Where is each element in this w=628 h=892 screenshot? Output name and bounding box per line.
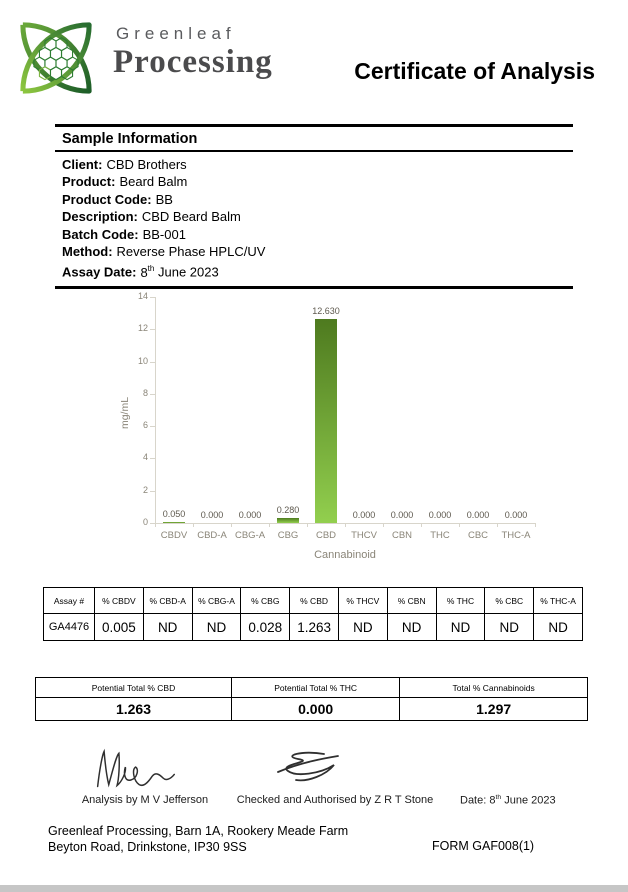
form-reference: FORM GAF008(1) bbox=[432, 839, 535, 853]
x-tick-mark bbox=[231, 523, 232, 527]
x-axis-line bbox=[151, 523, 536, 524]
sample-information-section bbox=[55, 124, 573, 289]
y-tick-label: 8 bbox=[142, 387, 148, 398]
y-tick-label: 10 bbox=[137, 355, 148, 366]
assay-results-table bbox=[43, 587, 583, 641]
x-tick-mark bbox=[535, 523, 536, 527]
x-tick-mark bbox=[497, 523, 498, 527]
page-bottom-edge bbox=[0, 885, 628, 892]
x-category-label: CBN bbox=[391, 530, 413, 541]
total-thc-value: 0.000 bbox=[231, 698, 399, 721]
assay-header-row bbox=[44, 588, 583, 614]
x-tick-mark bbox=[345, 523, 346, 527]
chart-bar-CBD bbox=[315, 319, 337, 523]
checker-signature bbox=[268, 748, 344, 788]
assay-value-cell: ND bbox=[192, 614, 241, 641]
x-category-label: CBDV bbox=[160, 530, 188, 541]
cannabinoid-chart bbox=[115, 287, 545, 582]
y-tick-mark bbox=[150, 329, 155, 330]
assay-header-cell: % CBD bbox=[290, 588, 339, 614]
company-address bbox=[48, 824, 348, 855]
assay-header-cell: % CBG-A bbox=[192, 588, 241, 614]
totals-table bbox=[35, 677, 588, 721]
assay-value-cell: ND bbox=[143, 614, 192, 641]
x-tick-mark bbox=[459, 523, 460, 527]
y-tick-mark bbox=[150, 491, 155, 492]
assay-header-cell: % CBDV bbox=[95, 588, 144, 614]
y-tick-label: 2 bbox=[142, 484, 148, 495]
assay-header-cell: % THCV bbox=[338, 588, 387, 614]
chart-value-label: 0.000 bbox=[390, 510, 414, 520]
sample-field-client: Client: CBD Brothers bbox=[62, 157, 187, 172]
chart-bar-CBG bbox=[277, 518, 299, 523]
assay-value-cell: 0.005 bbox=[95, 614, 144, 641]
chart-value-label: 0.050 bbox=[162, 509, 186, 519]
sample-field-product: Product: Beard Balm bbox=[62, 174, 188, 190]
x-category-label: THC-A bbox=[501, 530, 531, 541]
assay-header-cell: % CBN bbox=[387, 588, 436, 614]
assay-value-cell: ND bbox=[485, 614, 534, 641]
chart-value-label: 0.000 bbox=[428, 510, 452, 520]
checker-caption: Checked and Authorised by Z R T Stone bbox=[236, 794, 434, 806]
brand-name-bottom: Processing bbox=[113, 44, 273, 80]
x-tick-mark bbox=[193, 523, 194, 527]
assay-value-cell: ND bbox=[338, 614, 387, 641]
x-tick-mark bbox=[421, 523, 422, 527]
sample-information-fields bbox=[55, 152, 573, 289]
chart-value-label: 0.000 bbox=[352, 510, 376, 520]
y-axis-title: mg/mL bbox=[119, 396, 131, 430]
y-tick-label: 4 bbox=[142, 452, 148, 463]
chart-value-label: 0.000 bbox=[504, 510, 528, 520]
assay-value-cell: ND bbox=[436, 614, 485, 641]
x-tick-mark bbox=[269, 523, 270, 527]
assay-value-cell: 0.028 bbox=[241, 614, 290, 641]
sample-field-batch-code: Batch Code: BB-001 bbox=[62, 226, 186, 242]
x-tick-mark bbox=[383, 523, 384, 527]
y-axis-line bbox=[155, 297, 156, 524]
assay-value-cell: 1.263 bbox=[290, 614, 339, 641]
chart-bar-CBDV bbox=[163, 522, 185, 523]
assay-value-cell: ND bbox=[534, 614, 583, 641]
x-axis-title: Cannabinoid bbox=[314, 549, 376, 561]
total-cbd-value: 1.263 bbox=[36, 698, 232, 721]
x-category-label: THC bbox=[430, 530, 450, 541]
signature-date: Date: 8th June 2023 bbox=[460, 794, 556, 807]
assay-header-cell: % THC bbox=[436, 588, 485, 614]
sample-information-heading: Sample Information bbox=[55, 127, 573, 152]
sample-field-method: Method: Reverse Phase HPLC/UV bbox=[62, 244, 266, 260]
x-category-label: CBD-A bbox=[197, 530, 227, 541]
x-category-label: CBG-A bbox=[234, 530, 266, 541]
chart-value-label: 0.000 bbox=[200, 510, 224, 520]
brand-name-top: Greenleaf bbox=[116, 24, 236, 43]
y-tick-mark bbox=[150, 362, 155, 363]
total-thc-header: Potential Total % THC bbox=[231, 678, 399, 698]
page-title: Certificate of Analysis bbox=[354, 58, 595, 84]
y-tick-label: 0 bbox=[142, 517, 148, 527]
x-category-label: THCV bbox=[351, 530, 377, 541]
totals-header-row bbox=[36, 678, 588, 698]
x-tick-mark bbox=[155, 523, 156, 527]
assay-id-cell: GA4476 bbox=[44, 614, 95, 641]
total-cannabinoids-value: 1.297 bbox=[400, 698, 588, 721]
address-line-1: Greenleaf Processing, Barn 1A, Rookery Meade Farm bbox=[48, 824, 349, 838]
greenleaf-logo-icon bbox=[10, 12, 102, 104]
x-category-label: CBG bbox=[277, 530, 299, 541]
totals-value-row bbox=[36, 698, 588, 721]
x-tick-mark bbox=[307, 523, 308, 527]
x-category-label: CBC bbox=[467, 530, 489, 541]
sample-field-assay-date: Assay Date: 8th June 2023 bbox=[62, 264, 219, 280]
assay-header-cell: Assay # bbox=[44, 588, 95, 614]
x-category-label: CBD bbox=[315, 530, 337, 541]
analyst-signature bbox=[93, 744, 178, 792]
y-tick-label: 12 bbox=[137, 323, 148, 334]
y-tick-mark bbox=[150, 394, 155, 395]
total-cannabinoids-header: Total % Cannabinoids bbox=[400, 678, 588, 698]
y-tick-label: 6 bbox=[142, 420, 148, 431]
chart-value-label: 0.000 bbox=[238, 510, 262, 520]
analyst-caption: Analysis by M V Jefferson bbox=[81, 794, 209, 806]
assay-value-cell: ND bbox=[387, 614, 436, 641]
y-tick-label: 14 bbox=[137, 291, 148, 301]
chart-value-label: 0.000 bbox=[466, 510, 490, 520]
y-tick-mark bbox=[150, 426, 155, 427]
address-line-2: Beyton Road, Drinkstone, IP30 9SS bbox=[48, 839, 247, 854]
y-tick-mark bbox=[150, 458, 155, 459]
sample-field-product-code: Product Code: BB bbox=[62, 191, 173, 207]
chart-value-label: 12.630 bbox=[312, 306, 340, 316]
chart-value-label: 0.280 bbox=[276, 505, 300, 515]
y-tick-mark bbox=[150, 297, 155, 298]
assay-header-cell: % CBD-A bbox=[143, 588, 192, 614]
assay-header-cell: % CBG bbox=[241, 588, 290, 614]
assay-header-cell: % CBC bbox=[485, 588, 534, 614]
total-cbd-header: Potential Total % CBD bbox=[36, 678, 232, 698]
assay-header-cell: % THC-A bbox=[534, 588, 583, 614]
sample-field-description: Description: CBD Beard Balm bbox=[62, 209, 241, 225]
assay-data-row bbox=[44, 614, 583, 641]
